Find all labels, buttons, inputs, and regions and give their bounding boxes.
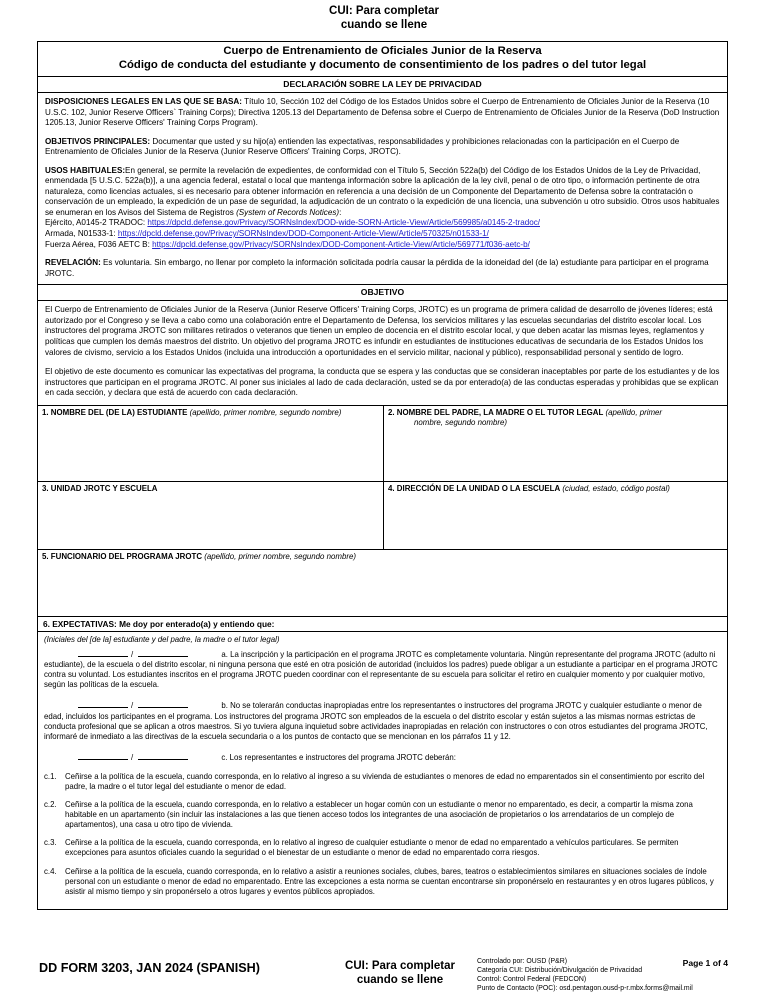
footer-form-id: DD FORM 3203, JAN 2024 (SPANISH): [39, 961, 260, 975]
sorn-navy-link[interactable]: https://dpcld.defense.gov/Privacy/SORNsIndex/DOD-Component-Article-View/Article/570325/n01533-1/: [117, 229, 489, 239]
privacy-disclosure: [45, 258, 720, 279]
footer-cui-line1: CUI: Para completar: [345, 960, 455, 972]
expectation-subitem-c3-text: Ceñirse a la política de la escuela, cuando corresponda, en lo relativo al ingreso de cualquier estudiante o menor de edad no emparentado a vehículos particulares. Se permiten excepciones para asuntos oficiales cuando la seguridad o el bienestar de un estudiante o menor de edad no emparentado corra riesgos.: [65, 838, 679, 858]
footer-meta-controlled-by: Controlado por: OUSD (P&R): [477, 958, 567, 965]
cui-header-line1: CUI: Para completar: [329, 5, 439, 17]
form-title-line2: Código de conducta del estudiante y documento de consentimiento de los padres o del tutor legal: [118, 58, 647, 71]
sorn-airforce-label: Fuerza Aérea, F036 AETC B:: [45, 239, 150, 249]
privacy-authority-label: DISPOSICIONES LEGALES EN LAS QUE SE BASA:: [45, 97, 242, 106]
field-jrotc-official[interactable]: [38, 550, 727, 616]
expectation-subitem-c4: [44, 867, 721, 897]
form-body-box: [37, 41, 728, 910]
page-footer-inner: [0, 957, 768, 999]
footer-meta-poc: Punto de Contacto (POC): osd.pentagon.ousd-p-r.mbx.forms@mail.mil: [477, 984, 693, 992]
expectation-item-a-body: estudiante), de la escuela o del distrito escolar, ni ninguna persona que esté en otra posición de autoridad (incluidos los padres) puede obligar a un estudiante a participar en el programa JROTC contra su voluntad. Los estudiantes inscritos en el programa JROTC pueden coordinar con el representante de su escuela para solicitar el retiro en cualquier momento y por cualquier motivo, según las políticas de la escuela.: [44, 660, 718, 690]
expectations-heading: 6. EXPECTATIVAS: Me doy por enterado(a) y entiendo que:: [38, 617, 727, 632]
expectations-initials-note: (Iniciales del [de la] estudiante y del padre, la madre o el tutor legal): [44, 634, 280, 644]
form-title: [38, 42, 727, 77]
field-student-name-label: NOMBRE DEL (DE LA) ESTUDIANTE: [50, 407, 188, 417]
sorn-airforce: [45, 240, 720, 251]
field-parent-name-hint: (apellido, primer: [605, 407, 663, 417]
expectation-item-a-lead: a. La inscripción y la participación en el programa JROTC es completamente voluntaria. Ningún representante del programa JROTC (adulto ni: [221, 650, 716, 660]
initials-slash-c: /: [131, 752, 134, 762]
cui-header-line2: cuando se llene: [340, 19, 428, 31]
footer-cui-metadata: [477, 958, 693, 994]
expectation-subitem-c1-text: Ceñirse a la política de la escuela, cuando corresponda, en lo relativo al ingreso a su vivienda de estudiantes o menores de edad no emparentados sin el consentimiento por escrito del padre, la madre o el tutor legal del estudiante o menor de edad.: [65, 771, 705, 791]
sorn-army-label: Ejército, A0145-2 TRADOC:: [45, 218, 146, 228]
privacy-purpose-text: Documentar que usted y su hijo(a) entienden las expectativas, responsabilidades y prohibiciones relacionadas con la participación en el Cuerpo de Entrenamiento de Oficiales Junior de la Reserva (Junior Reserve Officers' Training Corps, JROTC).: [45, 136, 680, 157]
sorn-army-link[interactable]: https://dpcld.defense.gov/Privacy/SORNsIndex/DOD-wide-SORN-Article-View/Article/569985/a0145-2-tradoc/: [147, 218, 540, 228]
field-student-name[interactable]: [38, 406, 384, 481]
field-student-name-number: 1.: [42, 407, 49, 417]
objective-heading: OBJETIVO: [38, 285, 727, 301]
field-row-5: [38, 550, 727, 617]
sorn-airforce-link[interactable]: https://dpcld.defense.gov/Privacy/SORNsIndex/DOD-Component-Article-View/Article/569771/f036-aetc-b/: [152, 239, 530, 249]
privacy-disclosure-text: Es voluntaria. Sin embargo, no llenar por completo la información solicitada podría causar la pérdida de la idoneidad del (de la) estudiante para participar en el programa JROTC.: [45, 258, 709, 278]
sorn-navy-label: Armada, N01533-1:: [45, 229, 116, 239]
privacy-routine-text-italic: (System of Records Notices): [236, 207, 340, 217]
field-jrotc-unit-school[interactable]: [38, 482, 384, 549]
footer-cui-line2: cuando se llene: [356, 974, 444, 986]
initials-student-a[interactable]: [78, 648, 128, 657]
privacy-authority: [45, 97, 720, 129]
field-unit-address-label: DIRECCIÓN DE LA UNIDAD O LA ESCUELA: [396, 483, 561, 493]
field-row-3-4: [38, 482, 727, 550]
expectation-subitem-c1: [44, 772, 721, 792]
field-unit-address-number: 4.: [388, 483, 395, 493]
expectation-subitem-c1-label: c.1.: [44, 771, 57, 781]
footer-meta-control: Control: Control Federal (FEDCON): [477, 975, 587, 983]
field-parent-name-number: 2.: [388, 407, 395, 417]
expectations-body: [38, 632, 727, 910]
expectation-item-a: [44, 648, 721, 690]
expectation-item-c: [44, 751, 721, 763]
privacy-routine-label: USOS HABITUALES:: [45, 165, 126, 175]
objective-paragraph-2: El objetivo de este documento es comunicar las expectativas del programa, la conducta que se espera y las conductas que se consideran inaceptables por parte de los estudiantes y de los instructores que participan en el programa JROTC. Al poner sus iniciales al lado de cada declaración, usted se da por enterado(a) de las conductas esperadas y prohibidas que se explican en cada sección, y declara que está de acuerdo con cada declaración.: [45, 367, 720, 398]
expectation-item-b: [44, 699, 721, 741]
privacy-act-heading: DECLARACIÓN SOBRE LA LEY DE PRIVACIDAD: [38, 77, 727, 93]
field-unit-address-hint: (ciudad, estado, código postal): [562, 483, 670, 493]
initials-student-c[interactable]: [78, 751, 128, 760]
footer-page-number: Page 1 of 4: [682, 958, 728, 968]
field-parent-name-label: NOMBRE DEL PADRE, LA MADRE O EL TUTOR LEGAL: [396, 407, 604, 417]
page-footer: [0, 957, 768, 999]
expectation-subitem-c2-label: c.2.: [44, 800, 57, 810]
expectation-subitem-c3-label: c.3.: [44, 838, 57, 848]
form-title-line1: Cuerpo de Entrenamiento de Oficiales Junior de la Reserva: [223, 45, 542, 57]
sorn-navy: [45, 229, 720, 240]
expectation-subitem-c2-text: Ceñirse a la política de la escuela, cuando corresponda, en lo relativo a establecer un hogar común con un estudiante o menor no emparentado, es decir, a compartir la misma zona habitable en un apartamento (sin incluir las instalaciones a las que tienen acceso todos los integrantes de una asociación de propietarios o los arrendatarios de un complejo de apartamentos), una casa u otro tipo de vivienda.: [65, 800, 693, 830]
initials-parent-b[interactable]: [138, 699, 188, 708]
privacy-purpose-label: OBJETIVOS PRINCIPALES:: [45, 136, 151, 146]
field-row-1-2: [38, 406, 727, 482]
privacy-act-body: [38, 93, 727, 285]
footer-cui-banner: [310, 959, 490, 987]
field-jrotc-official-number: 5.: [42, 551, 49, 561]
sorn-army: [45, 218, 720, 229]
initials-parent-a[interactable]: [138, 648, 188, 657]
initials-slash-a: /: [131, 650, 134, 660]
field-jrotc-unit-school-label: UNIDAD JROTC Y ESCUELA: [50, 483, 158, 493]
privacy-purpose: [45, 137, 720, 158]
initials-slash-b: /: [131, 701, 134, 711]
field-parent-name[interactable]: [384, 406, 727, 481]
privacy-routine-text-end: :: [339, 207, 342, 217]
initials-student-b[interactable]: [78, 699, 128, 708]
objective-body: [38, 301, 727, 406]
field-student-name-hint: (apellido, primer nombre, segundo nombre): [189, 407, 342, 417]
privacy-authority-text: Título 10, Sección 102 del Código de los Estados Unidos sobre el Cuerpo de Entrenamiento de Oficiales Junior de la Reserva (10 U.S.C. 102, Junior Reserve Officers` Training Corps); Directiva 1205.13 del Departamento de Defensa sobre el Cuerpo de Entrenamiento de Oficiales Junior de la Reserva (DoD Instruction 1205.13, Junior Reserve Officers' Training Corps Program).: [45, 97, 720, 128]
expectation-subitem-c2: [44, 800, 721, 830]
field-jrotc-official-hint: (apellido, primer nombre, segundo nombre): [204, 551, 357, 561]
field-jrotc-unit-school-number: 3.: [42, 483, 49, 493]
expectation-item-b-lead: b. No se tolerarán conductas inapropiadas entre los representantes o instructores del programa JROTC y cualquier estudiante o menor de edad,: [44, 701, 702, 721]
field-parent-name-hint2: nombre, segundo nombre): [414, 417, 507, 427]
field-unit-address[interactable]: [384, 482, 727, 549]
privacy-disclosure-label: REVELACIÓN:: [45, 258, 101, 268]
cui-header-banner: [0, 0, 768, 32]
footer-meta-category: Categoría CUI: Distribución/Divulgación de Privacidad: [477, 966, 643, 974]
initials-parent-c[interactable]: [138, 751, 188, 760]
privacy-routine-text: En general, se permite la revelación de expedientes, de conformidad con el Título 5, Sección 522a(b) del Código de los Estados Unidos de la Ley de Privacidad, enmendada [5 U.S.C. 522a(b)], a una agencia federal, estatal o local que mantenga información sobre la aplicación de la ley civil, penal o de otro tipo, o información pertinente de otra naturaleza, como licencias actuales, si es necesario para obtener información en referencia a una decisión de un Componente del Departamento de Defensa sobre la contratación o conservación de un empleado, la expedición de un pase de seguridad, la adjudicación de un contrato o la expedición de una licencia, una subvención u otro subsidio. Otros usos habituales se enumeran en los Avisos del Sistema de Registros: [45, 165, 720, 217]
expectation-subitem-c4-text: Ceñirse a la política de la escuela, cuando corresponda, en lo relativo a asistir a reuniones sociales, clubes, bares, teatros o establecimientos similares en situaciones sociales de índole personal con un estudiante o menor de edad no emparentado. Entre las excepciones a esta norma se cuentan encontrarse sin proponérselo en restaurantes y en otros lugares públicos, y asistir al mismo tiempo y sin proponérselo a otros lugares y eventos públicos apropiados.: [65, 866, 714, 896]
expectation-subitem-c4-label: c.4.: [44, 866, 57, 876]
expectation-item-b-body: incluidos los participantes en el programa. Los instructores del programa JROTC son empleados de la escuela o del distrito escolar y están sujetos a las mismas normas estrictas de conducta profesional que se aplican a otros maestros. Si yo tuviera alguna inquietud sobre actividades inapropiadas en relación con instructores o con otros estudiantes del programa JROTC, informaré de inmediato a las directivas de la escuela secundaria o a los puntos de contacto que se mencionan en los párrafos 11 y 12.: [44, 711, 708, 741]
expectation-item-c-lead: c. Los representantes e instructores del programa JROTC deberán:: [221, 752, 456, 762]
field-jrotc-official-label: FUNCIONARIO DEL PROGRAMA JROTC: [50, 551, 203, 561]
expectation-subitem-c3: [44, 838, 721, 858]
objective-paragraph-1: El Cuerpo de Entrenamiento de Oficiales Junior de la Reserva (Junior Reserve Officers' Training Corps, JROTC) es un programa de primera calidad de desarrollo de jóvenes líderes; está autorizado por el Congreso y se lleva a cabo como una colaboración entre el Departamento de Defensa, los servicios militares y las escuelas secundarias del distrito escolar local. Los instructores del programa JROTC son militares retirados o veteranos que tienen un empleo de docencia en el distrito escolar local, y que deben acatar las mismas leyes, reglamentos y políticas que cumplen los demás maestros del distrito. Un objetivo del programa JROTC es infundir en estudiantes de instituciones educativas de secundaria de los Estados Unidos los valores de civismo, servicio a los Estados Unidos (incluida una introducción a oportunidades en el servicio militar, nacional y público), responsabilidad personal y sentido de logro.: [45, 305, 713, 357]
privacy-routine-uses: [45, 166, 720, 219]
